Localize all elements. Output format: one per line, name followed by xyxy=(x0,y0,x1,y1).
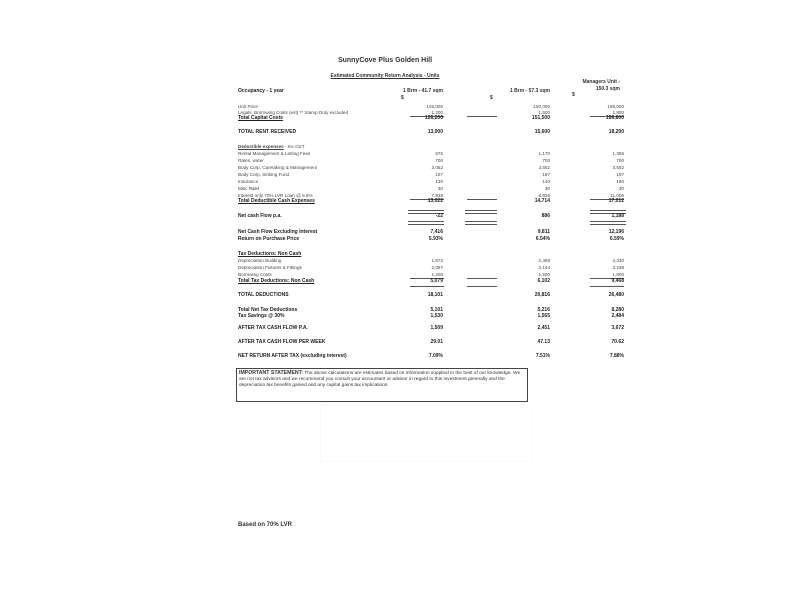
row-insurance: Insurance 130 140 180 xyxy=(238,179,624,184)
occupancy-label: Occupancy - 1 year xyxy=(238,88,284,94)
row-total-tax-noncash: Total Tax Deductions: Non Cash 5,079 6,102 9,468 xyxy=(238,278,624,284)
row-total-deductible: Total Deductible Cash Expenses 13,022 14,714 17,012 xyxy=(238,198,624,204)
row-net-return: NET RETURN AFTER TAX (excluding interest) 7.09% 7.51% 7.88% xyxy=(238,353,624,359)
row-after-tax-week: AFTER TAX CASH FLOW PER WEEK 29.01 47.13 70.62 xyxy=(238,339,624,345)
row-rates: Rates, water 700 700 700 xyxy=(238,158,624,163)
row-total-capital: Total Capital Costs 126,200 151,500 186,800 xyxy=(238,115,624,121)
row-dep-fixtures: Depreciation Fixtures & Fittings 2,097 2,144 3,238 xyxy=(238,265,624,270)
document-subtitle: Estimated Community Return Analysis - Units xyxy=(330,73,440,79)
row-interest: Interest only 70% LVR Loan @ 8.5% 7,938 8,925 11,008 xyxy=(238,193,624,198)
document-title: SunnyCove Plus Golden Hill xyxy=(337,57,433,64)
row-total-deductions: TOTAL DEDUCTIONS 18,101 20,816 26,480 xyxy=(238,292,624,298)
row-tax-savings: Tax Savings @ 30% 1,530 1,565 2,484 xyxy=(238,313,624,319)
row-after-tax-pa: AFTER TAX CASH FLOW P.A. 1,509 2,451 3,672 xyxy=(238,325,624,331)
row-body-corp-sinking: Body Corp, Sinking Fund 197 197 197 xyxy=(238,172,624,177)
row-total-net-tax: Total Net Tax Deductions 5,101 5,216 8,280 xyxy=(238,307,624,313)
row-net-excl-interest: Net Cash Flow Excluding Interest 7,416 9,811 12,196 xyxy=(238,229,624,235)
deductible-heading: Deductible expenses - Inc GST xyxy=(238,144,305,149)
column-header-managers-unit: Managers Unit - 150.3 sqm $ xyxy=(572,79,620,98)
row-legals: Legals, Borrowing Costs (est) ** Stamp Duty excluded 1,200 1,500 1,800 xyxy=(238,110,624,115)
footer-note: Based on 70% LVR xyxy=(238,522,292,528)
faint-background-image xyxy=(320,405,532,462)
rule xyxy=(590,286,624,287)
column-header-1brm-small: 1 Brm - 41.7 sqm $ xyxy=(401,88,443,101)
row-body-corp-caretaking: Body Corp, Caretaking & Management 3,052 3,552 3,552 xyxy=(238,165,624,170)
statement-body: The above calculations are estimates based on information supplied to the best of our knowledge. We are not tax advisors and we recommend you consult your accountant or advisor in regard to this investment generally and the depreciation tax benefits gained and any capital gains tax implications. xyxy=(239,371,521,389)
row-total-rent: TOTAL RENT RECEIVED 13,000 15,600 18,200 xyxy=(238,129,624,135)
tax-deductions-heading: Tax Deductions: Non Cash xyxy=(238,251,302,257)
rule xyxy=(467,286,497,287)
row-return-on-price: Return on Purchase Price 5.93% 6.54% 6.59% xyxy=(238,236,624,242)
row-net-cash-flow: Net cash Flow p.a. -22 886 1,188 xyxy=(238,213,624,219)
row-rental-management: Rental Management & Letting Fees 975 1,170 1,365 xyxy=(238,151,624,156)
rule xyxy=(410,286,444,287)
double-rule xyxy=(408,221,444,225)
double-rule xyxy=(590,221,626,225)
row-misc: Misc R&M 30 30 30 xyxy=(238,186,624,191)
important-statement-box xyxy=(236,368,528,402)
row-dep-building: Depreciation Building 1,872 2,458 4,430 xyxy=(238,258,624,263)
row-borrowing-costs: Borrowing Costs 1,200 1,500 1,800 xyxy=(238,272,624,277)
row-unit-price: Unit Price 125,000 150,000 185,000 xyxy=(238,104,624,109)
double-rule xyxy=(465,221,497,225)
column-header-1brm-large: 1 Brm - 57.3 sqm $ xyxy=(490,88,550,101)
statement-heading: IMPORTANT STATEMENT: xyxy=(239,370,303,376)
